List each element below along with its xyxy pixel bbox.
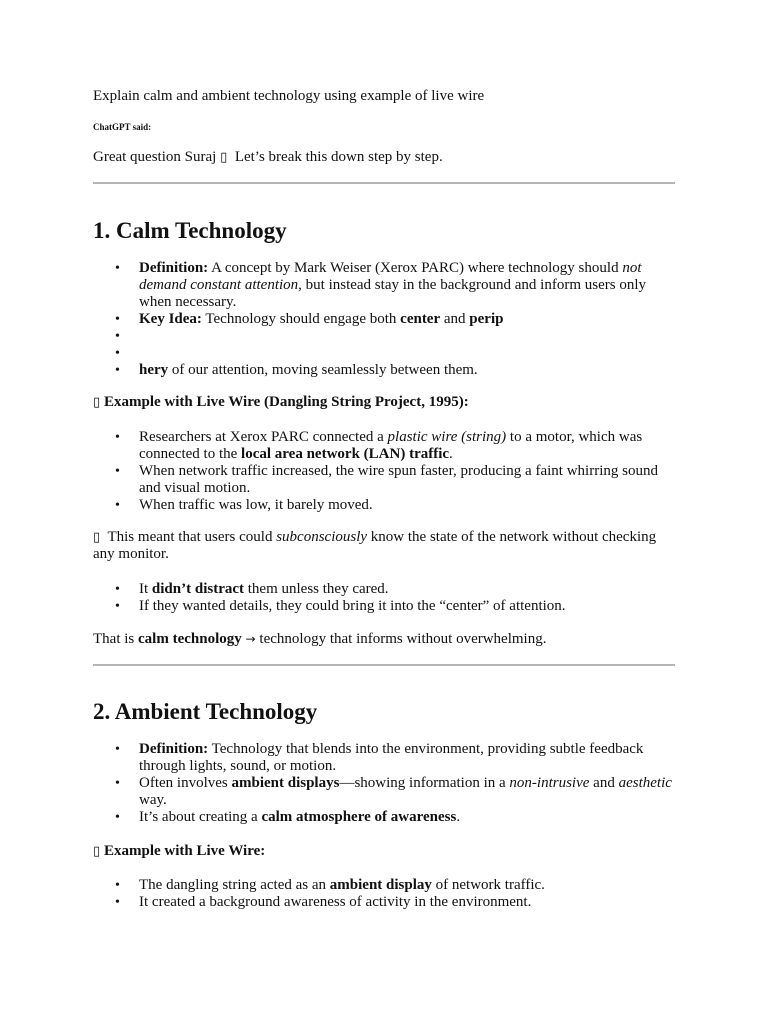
calm-summary [93, 631, 678, 648]
intro-text [93, 149, 678, 166]
live-wire-example-list [93, 429, 678, 514]
list-item [93, 362, 678, 379]
example-heading-2 [93, 843, 678, 860]
list-item-empty [93, 328, 678, 345]
list-item [93, 775, 678, 809]
list-item: • When traffic was low, it barely moved. [93, 497, 678, 514]
item-text: . [456, 809, 461, 825]
section-1-heading: 1. Calm Technology [93, 218, 287, 243]
missing-glyph-icon: ▯ [93, 844, 101, 859]
user-prompt: Explain calm and ambient technology using example of live wire [93, 88, 485, 104]
example-heading-text: Example with Live Wire: [104, 843, 266, 859]
list-item [93, 311, 678, 328]
divider [93, 664, 675, 666]
item-text: them unless they cared. [244, 581, 389, 597]
list-item-empty [93, 345, 678, 362]
list-item [93, 877, 678, 894]
item-strong: calm atmosphere of awareness [261, 809, 457, 825]
item-text: Technology that blends into the environment, providing subtle feedback through lights, sound, or motion. [139, 741, 644, 774]
missing-glyph-icon: ▯ [220, 150, 228, 165]
item-text: A concept by Mark Weiser (Xerox PARC) where technology should [208, 260, 623, 276]
list-item [93, 741, 678, 775]
item-text: Often involves [139, 775, 232, 791]
para-text: technology that informs without overwhelming. [259, 631, 547, 647]
item-emphasis: plastic wire (string) [387, 429, 507, 445]
section-2-heading: 2. Ambient Technology [93, 699, 318, 724]
item-text: —showing information in a [339, 775, 510, 791]
meaning-paragraph [93, 529, 678, 563]
item-emphasis: aesthetic [618, 775, 672, 791]
item-strong: ambient displays [231, 775, 340, 791]
intro-rest: Let’s break this down step by step. [231, 149, 443, 165]
example-heading-1 [93, 394, 678, 411]
item-label: Definition: [139, 741, 209, 757]
item-strong: center [400, 311, 441, 327]
meaning-list [93, 581, 678, 615]
item-strong: ambient display [329, 877, 432, 893]
intro-lead: Great question Suraj [93, 149, 221, 165]
para-emphasis: subconsciously [276, 529, 368, 545]
ambient-definition-list [93, 741, 678, 826]
missing-glyph-icon: ▯ [93, 395, 101, 410]
item-text: of our attention, moving seamlessly between them. [168, 362, 478, 378]
item-text: Researchers at Xerox PARC connected a [139, 429, 388, 445]
item-text: . [449, 446, 453, 462]
para-strong: calm technology [138, 631, 242, 647]
list-item: • If they wanted details, they could bring it into the “center” of attention. [93, 598, 678, 615]
list-item: • When network traffic increased, the wire spun faster, producing a faint whirring sound and visual motion. [93, 463, 678, 497]
list-item: • It created a background awareness of activity in the environment. [93, 894, 678, 911]
item-text: The dangling string acted as an [139, 877, 330, 893]
list-item [93, 581, 678, 598]
item-text: way. [139, 792, 167, 808]
list-item [93, 260, 678, 311]
calm-definition-list [93, 260, 678, 379]
speaker-label: ChatGPT said: [93, 122, 152, 132]
ambient-example-list [93, 877, 678, 911]
item-strong: hery [139, 362, 169, 378]
item-emphasis: not demand constant attention [139, 260, 642, 293]
example-heading-text: Example with Live Wire (Dangling String Project, 1995): [104, 394, 469, 410]
item-text: , but instead stay in the background and inform users only when necessary. [139, 277, 647, 310]
item-label: Key Idea: [139, 311, 202, 327]
item-label: Definition: [139, 260, 209, 276]
para-text: This meant that users could [104, 529, 277, 545]
item-strong: didn’t distract [151, 581, 245, 597]
item-strong: perip [469, 311, 504, 327]
item-text: It [139, 581, 152, 597]
item-text: to a motor, which was connected to the [139, 429, 643, 462]
para-text: That is [93, 631, 138, 647]
item-emphasis: non-intrusive [509, 775, 590, 791]
arrow-icon: → [241, 632, 260, 646]
item-text: and [589, 775, 619, 791]
item-text: of network traffic. [431, 877, 545, 893]
missing-glyph-icon: ▯ [93, 530, 101, 545]
item-text: and [440, 311, 470, 327]
para-text: know the state of the network without checking any monitor. [93, 529, 657, 562]
item-text: It’s about creating a [139, 809, 262, 825]
list-item [93, 429, 678, 463]
list-item [93, 809, 678, 826]
item-strong: local area network (LAN) traffic [241, 446, 450, 462]
item-text: Technology should engage both [201, 311, 401, 327]
divider [93, 182, 675, 184]
